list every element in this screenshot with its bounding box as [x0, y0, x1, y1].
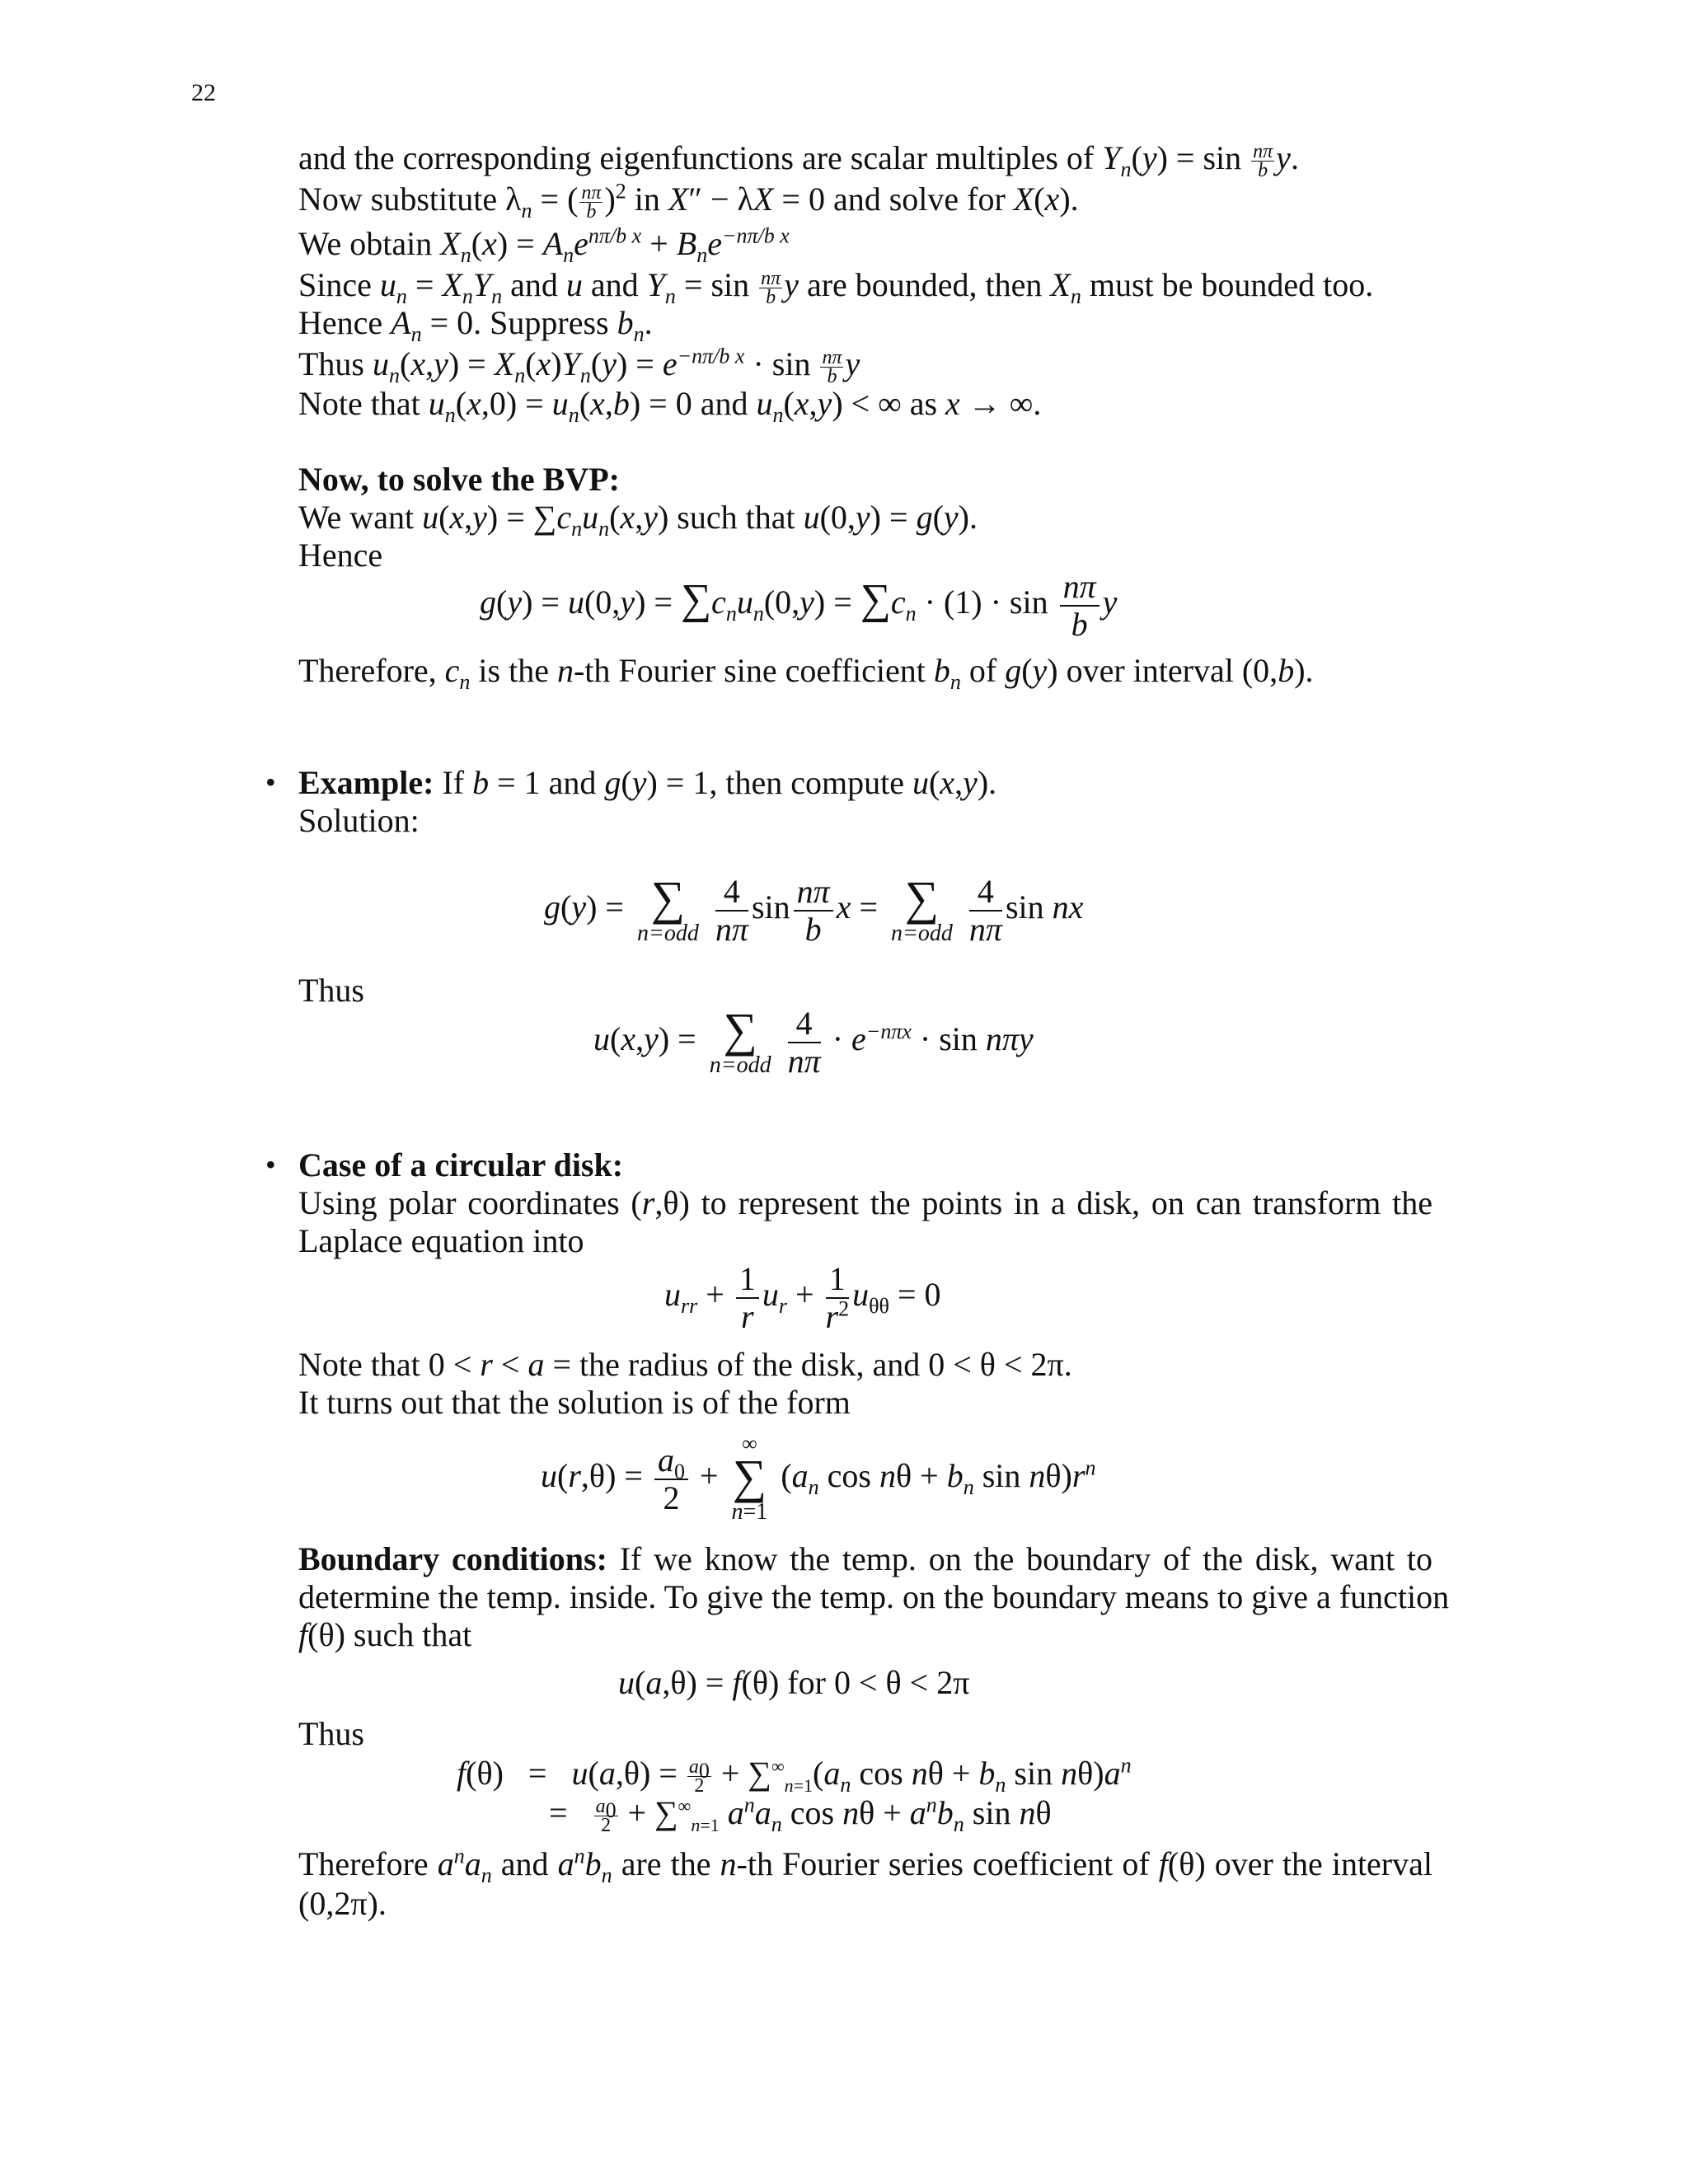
boundary-final2: (0,2π).	[298, 1885, 387, 1922]
bullet-disk: •	[265, 1148, 276, 1181]
boundary-label: Boundary conditions:	[298, 1540, 607, 1577]
example-heading: Example: If b = 1 and g(y) = 1, then compute u(x,y).	[298, 764, 997, 801]
boundary-eq: u(a,θ) = f(θ) for 0 < θ < 2π	[618, 1664, 970, 1701]
bvp-heading: Now, to solve the BVP:	[298, 461, 620, 498]
example-thus: Thus	[298, 972, 364, 1009]
line-since: Since $u_n = X_nY_n$ and u and $Y_n = \sin$ $\frac{n\pi}{b}$ y are bounded, then $X_n$ must be bounded too.	[298, 266, 1374, 309]
bvp-equation: $g(y) = u(0,y) = \sum c_nu_n(0,y) = \sum c_n \cdot (1) \cdot \sin$ $\frac{n\pi}{b}$ y	[480, 568, 1118, 643]
bvp-hence: Hence	[298, 537, 383, 574]
disk-heading: Case of a circular disk:	[298, 1146, 624, 1183]
disk-laplace-eq: $u_{rr}$ + $\frac{1}{r}$ $u_r$ + $\frac{1}{r^2}$ $u_{\theta\theta} = 0$	[664, 1260, 941, 1335]
line-eigenfunctions: and the corresponding eigenfunctions are scalar multiples of $Y_n(y) = \sin$ $\frac{n\pi}{b}$ y.	[298, 139, 1299, 182]
example-eq1: g(y) = ∑ n=odd $\frac{4}{n\pi}$ sin $\frac{n\pi}{b}$ x = ∑ n=odd $\frac{4}{n\pi}$ sin nx	[544, 871, 1084, 948]
line-obtain: We obtain $X_n(x) = A_ne^{n\pi/b x} + B_ne^{-n\pi/b x}$	[298, 223, 790, 267]
bullet-example: •	[265, 766, 276, 799]
line-hence: Hence $A_n = 0$. Suppress $b_n$.	[298, 304, 653, 346]
boundary-final1: Therefore $a^na_n$ and $a^nb_n$ are the n-th Fourier series coefficient of f(θ) over the interval	[298, 1844, 1432, 1887]
boundary-line2: determine the temp. inside. To give the temp. on the boundary means to give a function	[298, 1578, 1450, 1615]
disk-solution-eq: u(r,θ) = $\frac{a_0}{2}$ + ∞ ∑ n=1 ($a_n$ $\cos n\theta + b_n$ $\sin n\theta)r^n$	[541, 1432, 1096, 1525]
example-solution: Solution:	[298, 802, 420, 839]
boundary-eq-row1: f(θ) = u(a,θ) = $\frac{a_0}{2}$ + $\sum^\infty_{n=1}(a_n$ $\cos n\theta + b_n$ $\sin n\theta)a^n$	[457, 1753, 1132, 1797]
page-number: 22	[191, 79, 216, 106]
disk-turns-out: It turns out that the solution is of the form	[298, 1384, 851, 1421]
disk-line1: Using polar coordinates (r,θ) to represent the points in a disk, on can transform the	[298, 1184, 1433, 1221]
boundary-line1: Boundary conditions: If we know the temp. on the boundary of the disk, want to	[298, 1540, 1432, 1577]
line-note-bounded: Note that $u_n(x,0) = u_n(x,b) = 0$ and $u_n(x,y)$ < ∞ as x → ∞.	[298, 385, 1042, 427]
line-substitute: Now substitute $\lambda_n$ = ( $\frac{n\pi}{b}$ )$^2$ in X″ − λX = 0 and solve for X(x).	[298, 179, 1079, 223]
bvp-therefore: Therefore, $c_n$ is the n-th Fourier sine coefficient $b_n$ of g(y) over interval (0,b).	[298, 652, 1314, 694]
disk-line2: Laplace equation into	[298, 1222, 584, 1259]
boundary-eq-row2: = $\frac{a_0}{2}$ + $\sum^\infty_{n=1}$ $a^na_n$ $\cos n\theta + a^nb_n$ sin nθ	[549, 1793, 1052, 1837]
line-thus-un: Thus $u_n(x,y) = X_n(x)Y_n(y) = e^{-n\pi/b x} \cdot \sin$ $\frac{n\pi}{b}$ y	[298, 344, 860, 388]
example-label: Example:	[298, 764, 434, 801]
disk-note: Note that 0 < r < a = the radius of the disk, and 0 < θ < 2π.	[298, 1346, 1072, 1383]
example-eq2: u(x,y) = ∑ n=odd $\frac{4}{n\pi}$ · $e^{-n\pi x} \cdot \sin n\pi y$	[593, 1003, 1034, 1080]
bvp-want-line: We want $u(x,y) = \sum c_nu_n(x,y)$ such that u(0,y) = g(y).	[298, 499, 978, 541]
boundary-thus: Thus	[298, 1715, 364, 1752]
boundary-line3: f(θ) such that	[298, 1616, 472, 1653]
